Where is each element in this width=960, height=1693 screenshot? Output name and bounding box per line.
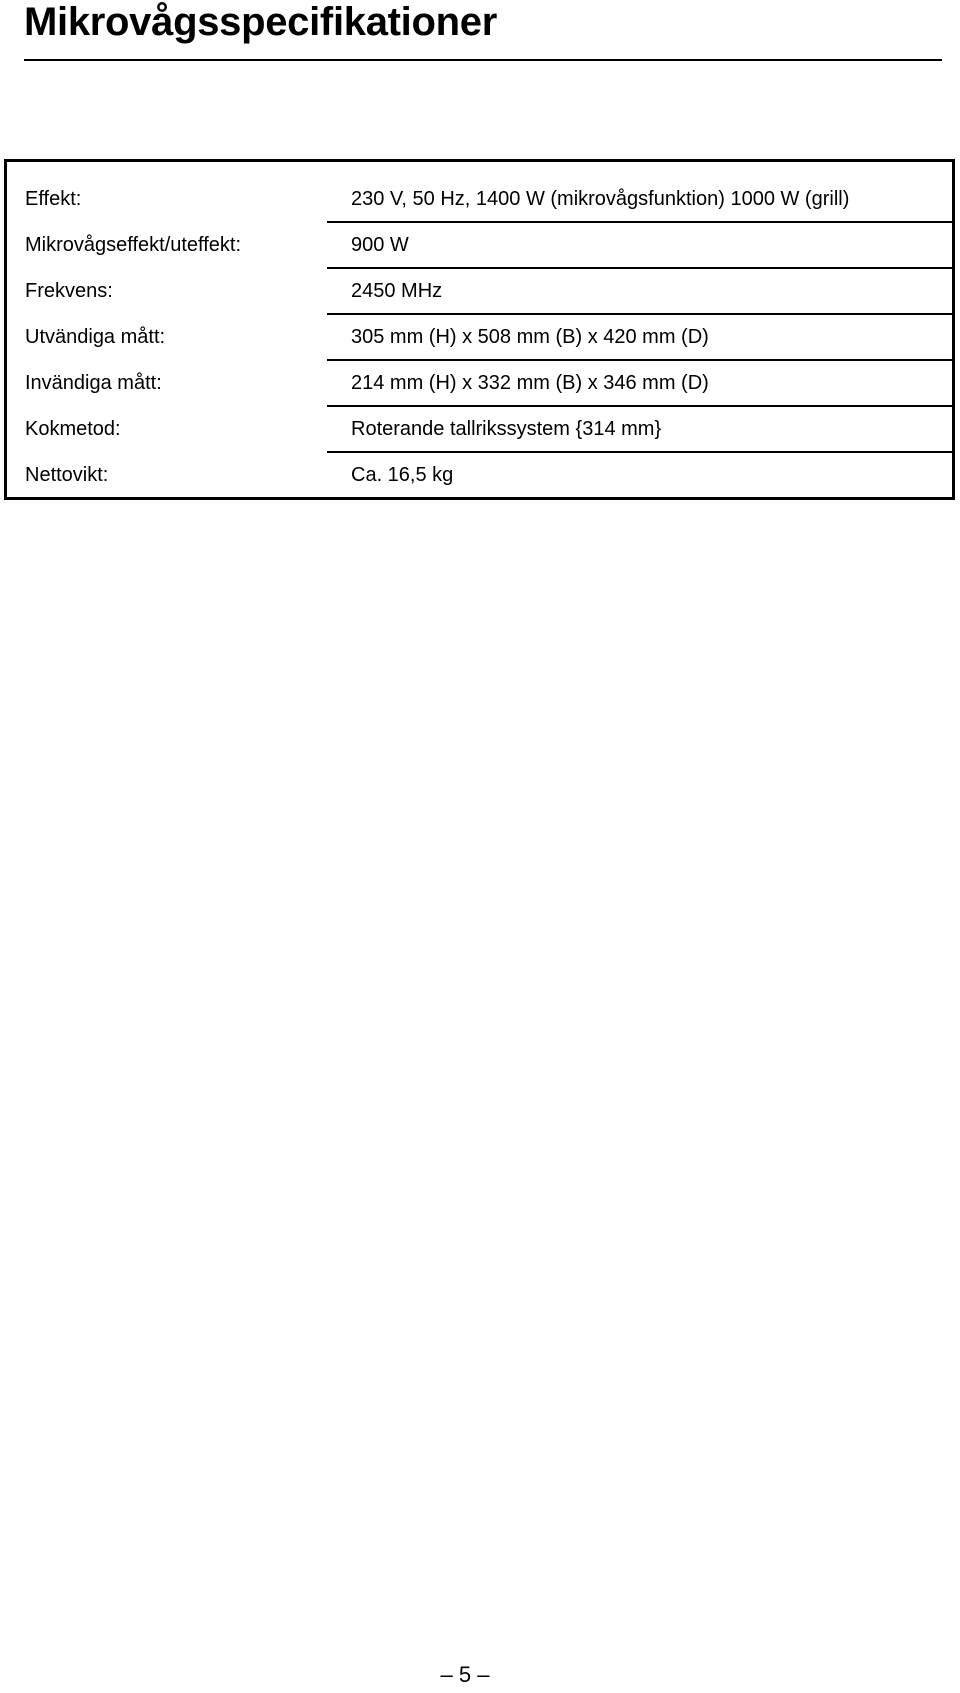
spec-row-utvandiga-matt [7,314,952,360]
spec-row-mikrovagseffekt [7,222,952,268]
spec-row-invandiga-matt [7,360,952,406]
spec-row-effekt [7,176,952,222]
spec-value: Roterande tallrikssystem {314 mm} [351,418,662,440]
specifications-table [4,159,955,500]
spec-row-kokmetod [7,406,952,452]
spec-row-nettovikt [7,452,952,498]
spec-value: 2450 MHz [351,280,443,302]
spec-label: Effekt: [25,188,82,210]
page-number: – 5 – [440,1662,490,1687]
spec-label: Kokmetod: [25,418,121,440]
spec-label: Nettovikt: [25,464,109,486]
spec-row-frekvens [7,268,952,314]
spec-label: Utvändiga mått: [25,326,166,348]
spec-label: Mikrovågseffekt/uteffekt: [25,234,242,256]
page-title: Mikrovågsspecifikationer [24,0,497,44]
title-divider [24,59,942,61]
spec-value: Ca. 16,5 kg [351,464,454,486]
spec-value: 214 mm (H) x 332 mm (B) x 346 mm (D) [351,372,709,394]
spec-label: Invändiga mått: [25,372,162,394]
spec-value: 900 W [351,234,409,256]
spec-value: 305 mm (H) x 508 mm (B) x 420 mm (D) [351,326,709,348]
spec-label: Frekvens: [25,280,113,302]
spec-value: 230 V, 50 Hz, 1400 W (mikrovågsfunktion) 1000 W (grill) [351,188,850,210]
